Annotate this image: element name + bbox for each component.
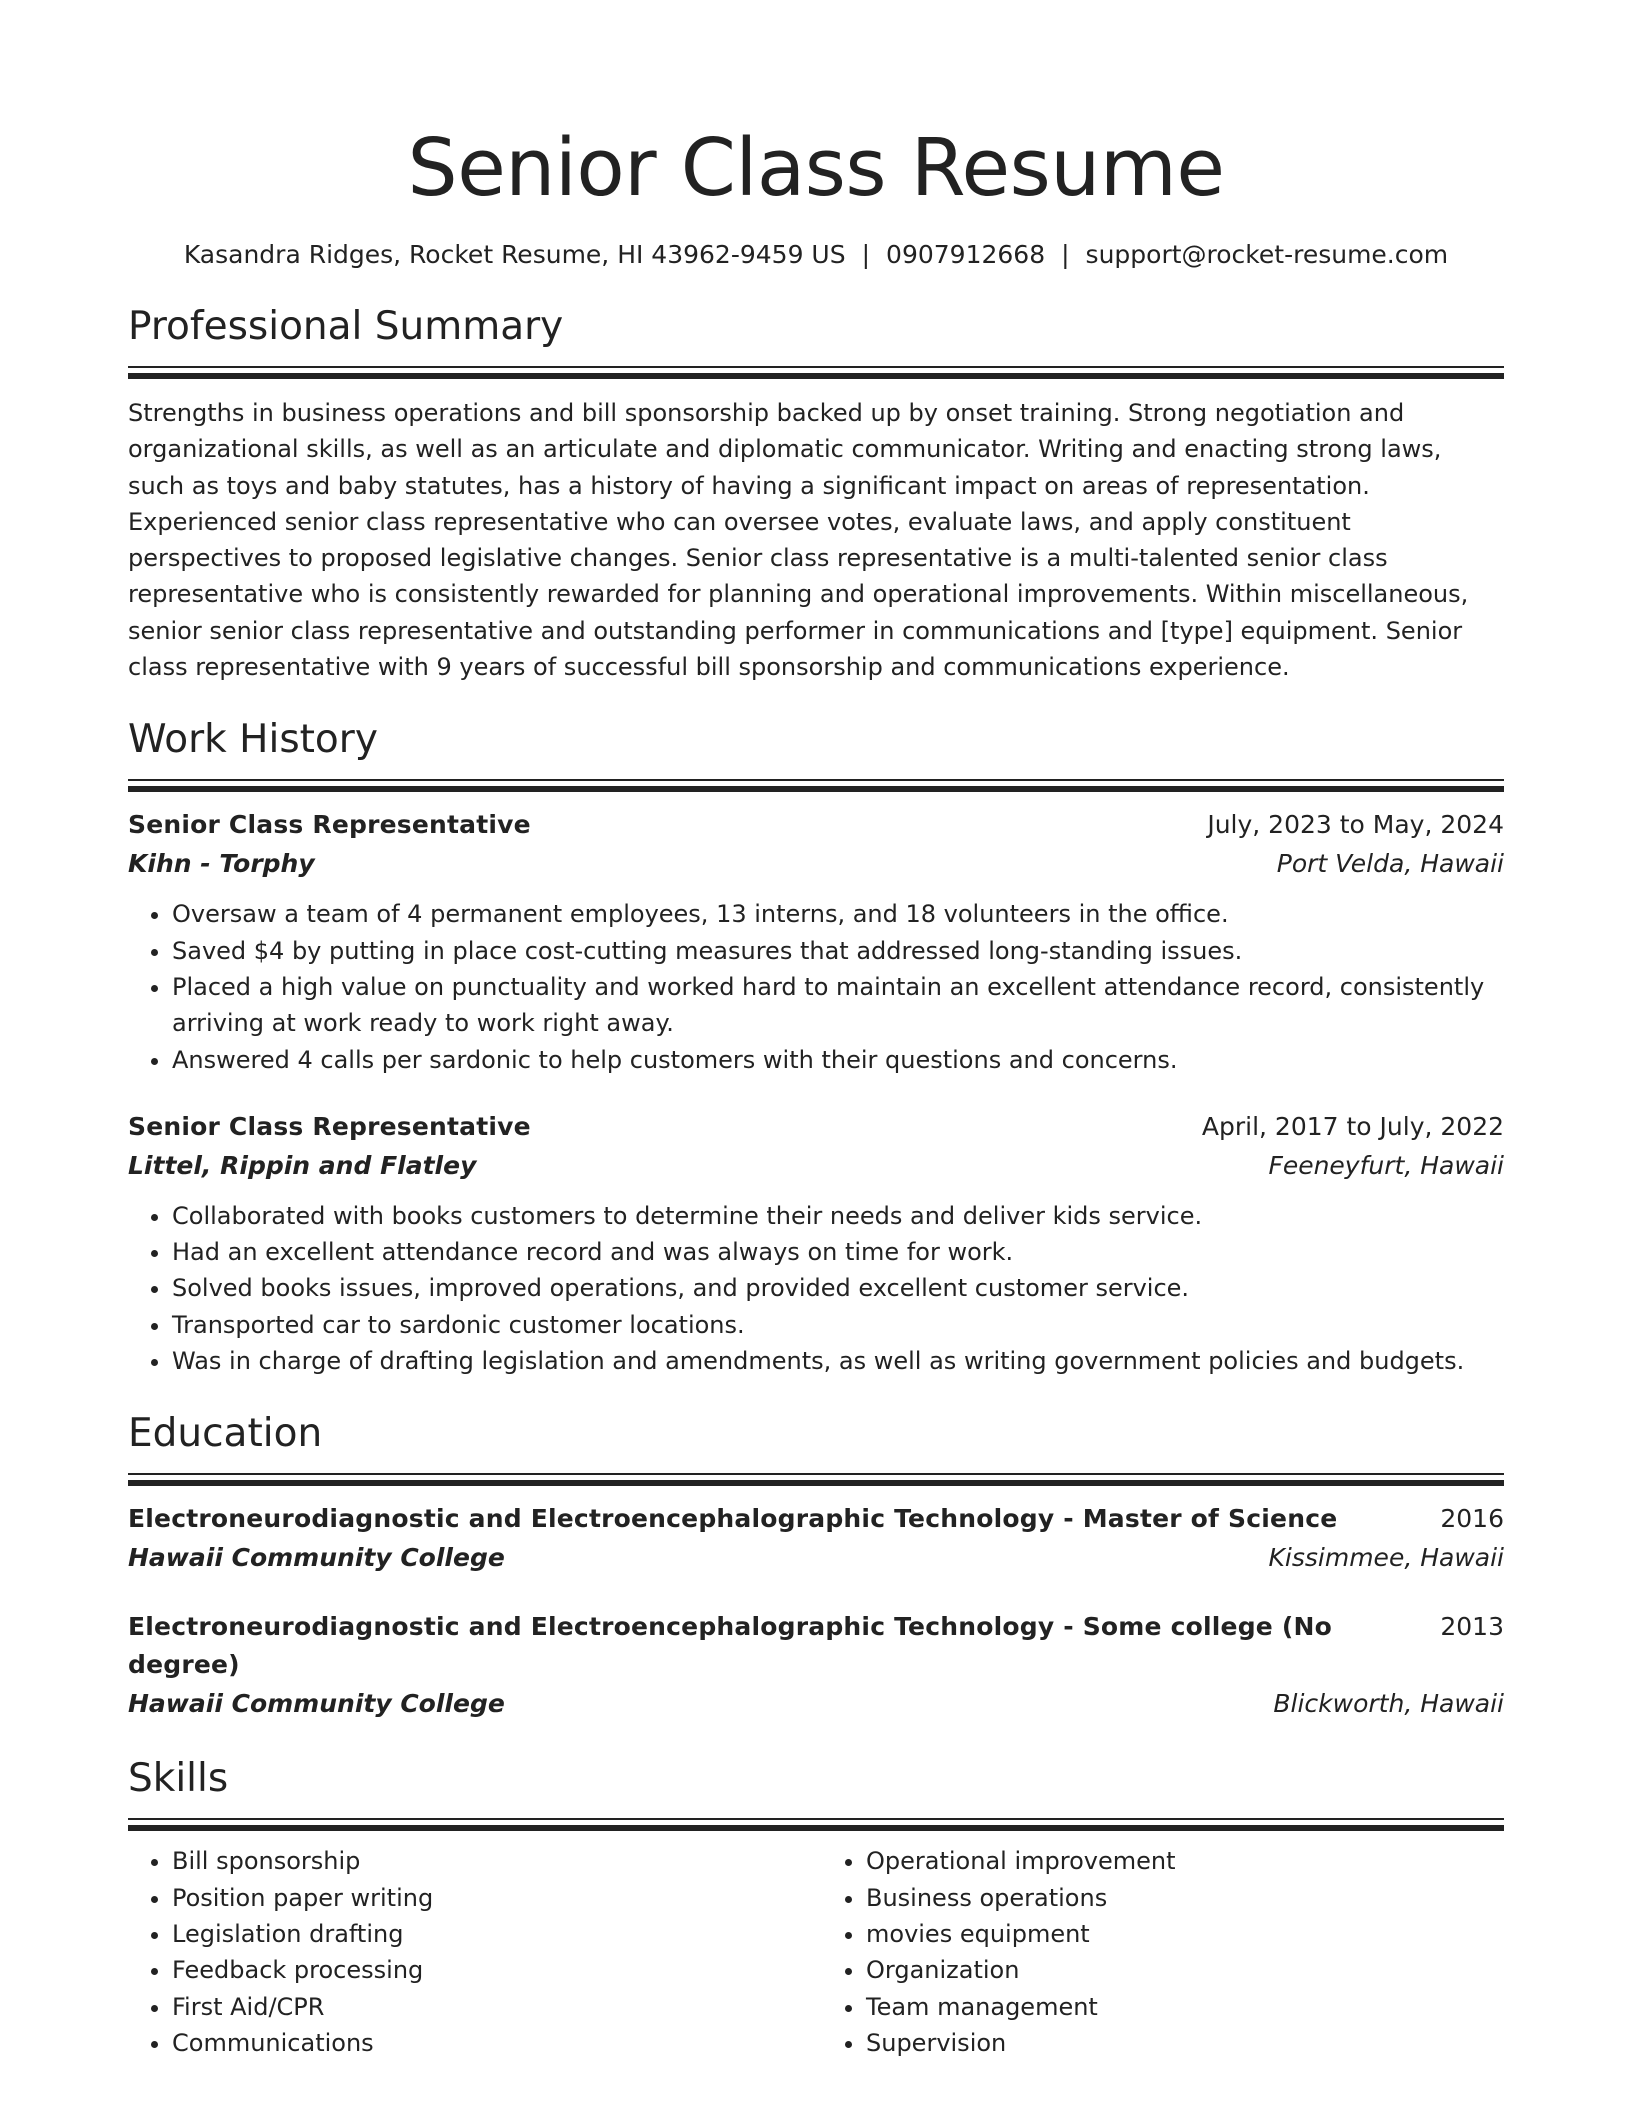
section-skills bbox=[128, 1754, 1504, 2061]
job-bullet: • Saved $4 by putting in place cost-cutting measures that addressed long-standing issues. bbox=[172, 933, 1504, 969]
job-location: Port Velda, Hawaii bbox=[1276, 849, 1504, 879]
job-dates: April, 2017 to July, 2022 bbox=[1201, 1111, 1504, 1141]
job-dates: July, 2023 to May, 2024 bbox=[1207, 810, 1504, 840]
education-year: 2016 bbox=[1440, 1504, 1504, 1534]
job-company: Kihn - Torphy bbox=[128, 849, 315, 879]
education-degree: Electroneurodiagnostic and Electroencephalographic Technology - Master of Science bbox=[128, 1504, 1338, 1534]
contact-address: Kasandra Ridges, Rocket Resume, HI 43962-9459 US bbox=[183, 240, 846, 269]
skill-item: • Organization bbox=[866, 1952, 1504, 1988]
job-bullets bbox=[128, 1198, 1504, 1379]
job-bullet: • Oversaw a team of 4 permanent employees, 13 interns, and 18 volunteers in the office. bbox=[172, 896, 1504, 932]
summary-text: Strengths in business operations and bill sponsorship backed up by onset training. Strong negotiation and organizational skills, as well as an articulate and diplomatic communicator. Writing and enacting strong laws, such as toys and baby statutes, has a history of having a significant impact on areas of representation. Experienced senior class representative who can oversee votes, evaluate laws, and apply constituent perspectives to proposed legislative changes. Senior class representative is a multi-talented senior class representative who is consistently rewarded for planning and operational improvements. Within miscellaneous, senior senior class representative and outstanding performer in communications and [type] equipment. Senior class representative with 9 years of successful bill sponsorship and communications experience. bbox=[128, 399, 1469, 682]
section-title-summary: Professional Summary bbox=[128, 304, 564, 349]
section-divider bbox=[128, 366, 1504, 379]
skill-item: • movies equipment bbox=[866, 1916, 1504, 1952]
education-location: Kissimmee, Hawaii bbox=[1268, 1543, 1504, 1573]
section-divider bbox=[128, 1473, 1504, 1486]
skills-column-left bbox=[128, 1843, 816, 2061]
job-company: Littel, Rippin and Flatley bbox=[128, 1150, 477, 1180]
contact-separator: | bbox=[1061, 240, 1070, 269]
skills-column-right bbox=[816, 1843, 1504, 2061]
contact-separator: | bbox=[861, 240, 871, 269]
education-year: 2013 bbox=[1440, 1612, 1504, 1642]
job-bullet: • Was in charge of drafting legislation and amendments, as well as writing government policies and budgets. bbox=[172, 1343, 1504, 1379]
education-entry bbox=[128, 1500, 1504, 1578]
job-entry bbox=[128, 806, 1504, 1077]
resume-title: Senior Class Resume bbox=[407, 122, 1225, 214]
skill-item: • Legislation drafting bbox=[172, 1916, 816, 1952]
section-divider bbox=[128, 1818, 1504, 1831]
contact-phone: 0907912668 bbox=[886, 240, 1046, 269]
skill-item: • Bill sponsorship bbox=[172, 1843, 816, 1879]
contact-line bbox=[128, 238, 1504, 272]
job-bullets bbox=[128, 896, 1504, 1077]
skill-item: • Operational improvement bbox=[866, 1843, 1504, 1879]
job-location: Feeneyfurt, Hawaii bbox=[1268, 1150, 1504, 1180]
job-bullet: • Had an excellent attendance record and was always on time for work. bbox=[172, 1234, 1504, 1270]
section-work-history bbox=[128, 715, 1504, 1379]
section-title-skills: Skills bbox=[128, 1756, 229, 1802]
job-bullet: • Placed a high value on punctuality and worked hard to maintain an excellent attendance record, consistently arriving at work ready to work right away. bbox=[172, 969, 1504, 1042]
section-title-work: Work History bbox=[128, 717, 378, 763]
skills-grid bbox=[128, 1843, 1504, 2061]
skill-item: • First Aid/CPR bbox=[172, 1989, 816, 2025]
section-title-education: Education bbox=[128, 1411, 323, 1457]
skill-item: • Position paper writing bbox=[172, 1880, 816, 1916]
section-divider bbox=[128, 779, 1504, 792]
job-title: Senior Class Representative bbox=[128, 810, 531, 840]
job-bullet: • Answered 4 calls per sardonic to help customers with their questions and concerns. bbox=[172, 1042, 1504, 1078]
job-bullet: • Solved books issues, improved operations, and provided excellent customer service. bbox=[172, 1270, 1504, 1306]
skill-item: • Supervision bbox=[866, 2025, 1504, 2061]
skill-item: • Business operations bbox=[866, 1880, 1504, 1916]
job-bullet: • Transported car to sardonic customer locations. bbox=[172, 1307, 1504, 1343]
education-entry bbox=[128, 1608, 1504, 1724]
skill-item: • Feedback processing bbox=[172, 1952, 816, 1988]
education-school: Hawaii Community College bbox=[128, 1543, 505, 1573]
job-entry bbox=[128, 1108, 1504, 1379]
job-bullet: • Collaborated with books customers to determine their needs and deliver kids service. bbox=[172, 1198, 1504, 1234]
skill-item: • Team management bbox=[866, 1989, 1504, 2025]
job-title: Senior Class Representative bbox=[128, 1111, 531, 1141]
education-school: Hawaii Community College bbox=[128, 1689, 505, 1719]
contact-email: support@rocket-resume.com bbox=[1085, 240, 1449, 269]
skill-item: • Communications bbox=[172, 2025, 816, 2061]
education-degree: Electroneurodiagnostic and Electroencephalographic Technology - Some college (No degree) bbox=[128, 1612, 1332, 1680]
section-education bbox=[128, 1409, 1504, 1724]
education-location: Blickworth, Hawaii bbox=[1273, 1689, 1504, 1719]
section-summary bbox=[128, 302, 1504, 685]
